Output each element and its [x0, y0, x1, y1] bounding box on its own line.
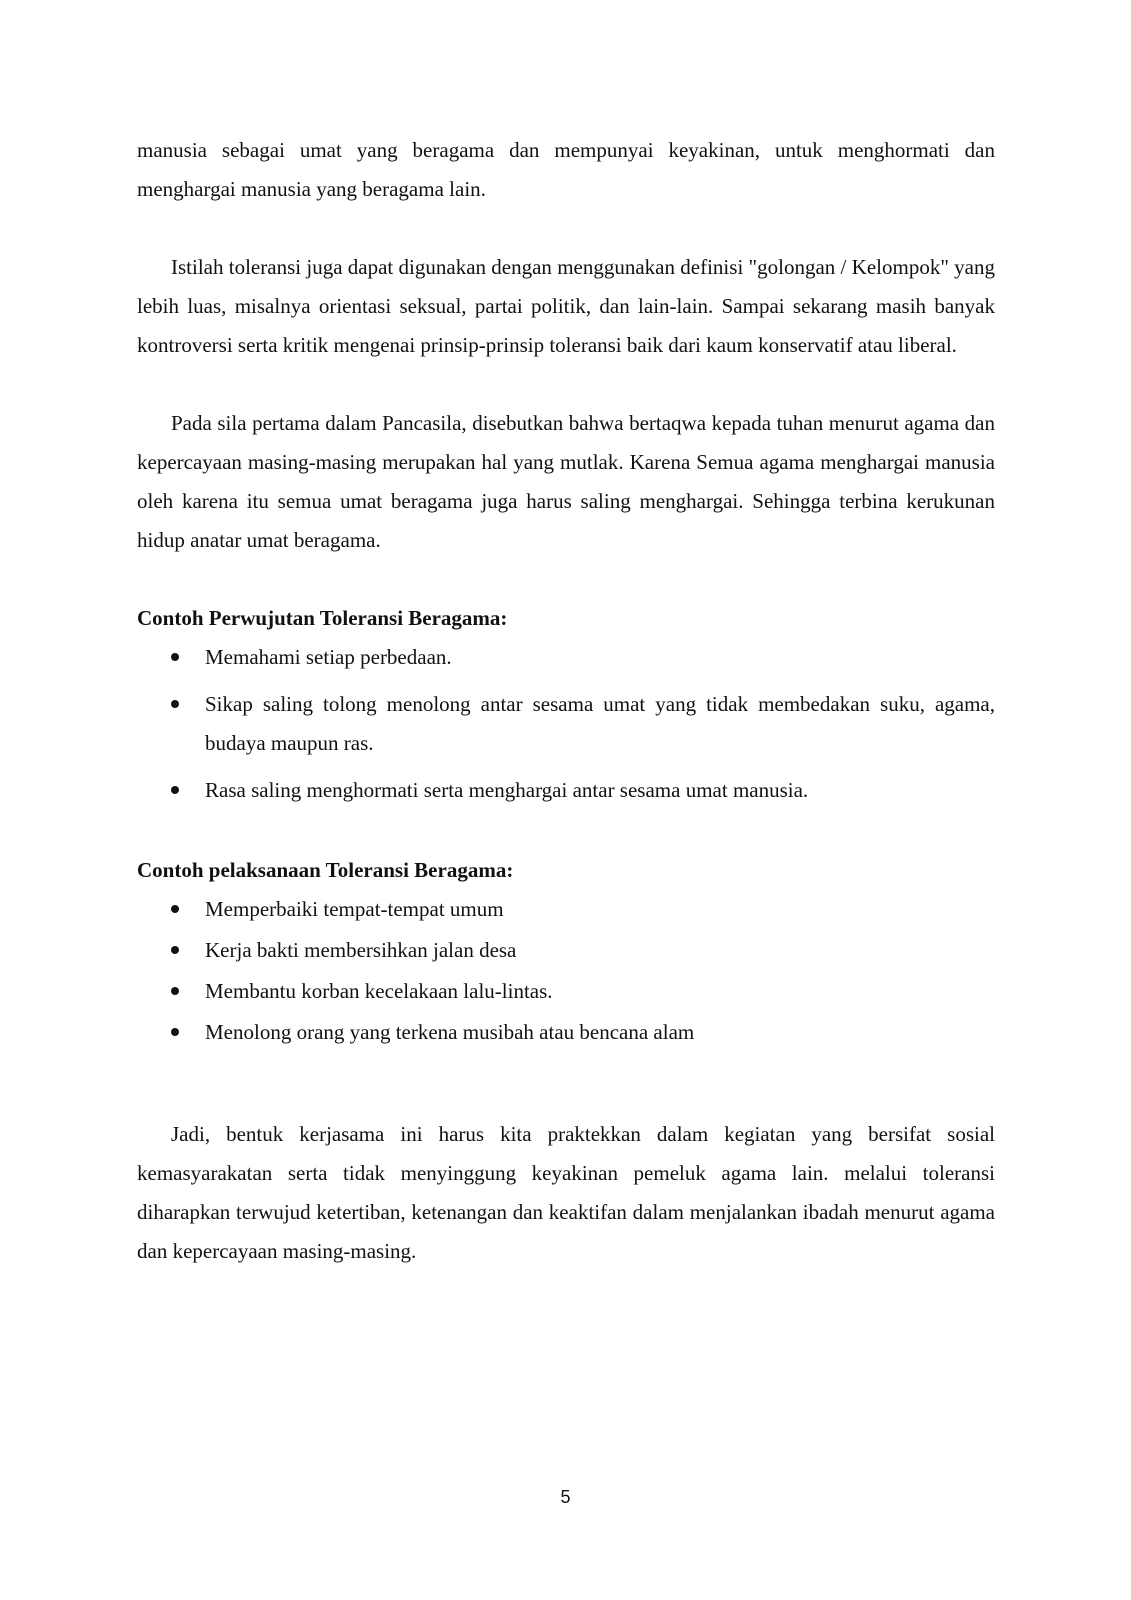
list-item-text: Memahami setiap perbedaan. [205, 645, 452, 669]
bullet-icon [171, 946, 179, 954]
list-item-text: Kerja bakti membersihkan jalan desa [205, 938, 517, 962]
list-item [137, 638, 995, 677]
list-item-text: Memperbaiki tempat-tempat umum [205, 897, 504, 921]
paragraph-kesimpulan: Jadi, bentuk kerjasama ini harus kita praktekkan dalam kegiatan yang bersifat sosial kemasyarakatan serta tidak menyinggung keyakinan pemeluk agama lain. melalui toleransi diharapkan terwujud ketertiban, ketenangan dan keaktifan dalam menjalankan ibadah menurut agama dan kepercayaan masing-masing. [137, 1122, 995, 1263]
list-item-text: Menolong orang yang terkena musibah atau bencana alam [205, 1020, 695, 1044]
bullet-icon [171, 1028, 179, 1036]
list-item [137, 890, 995, 929]
list-pelaksanaan [137, 890, 995, 1052]
bullet-icon [171, 987, 179, 995]
list-item [137, 1013, 995, 1052]
paragraph-pancasila: Pada sila pertama dalam Pancasila, disebutkan bahwa bertaqwa kepada tuhan menurut agama dan kepercayaan masing-masing merupakan hal yang mutlak. Karena Semua agama menghargai manusia oleh karena itu semua umat beragama juga harus saling menghargai. Sehingga terbina kerukunan hidup anatar umat beragama. [137, 411, 995, 552]
list-item-text: Sikap saling tolong menolong antar sesama umat yang tidak membedakan suku, agama, budaya maupun ras. [205, 692, 995, 755]
list-item-text: Rasa saling menghormati serta menghargai antar sesama umat manusia. [205, 778, 809, 802]
list-item [137, 931, 995, 970]
bullet-icon [171, 786, 179, 794]
list-perwujutan [137, 638, 995, 810]
list-item [137, 771, 995, 810]
list-item-text: Membantu korban kecelakaan lalu-lintas. [205, 979, 553, 1003]
page-content [137, 131, 995, 1271]
paragraph-toleransi-definisi: Istilah toleransi juga dapat digunakan dengan menggunakan definisi "golongan / Kelompok" yang lebih luas, misalnya orientasi seksual, partai politik, dan lain-lain. Sampai sekarang masih banyak kontroversi serta kritik mengenai prinsip-prinsip toleransi baik dari kaum konservatif atau liberal. [137, 255, 995, 357]
paragraph-intro-continuation: manusia sebagai umat yang beragama dan mempunyai keyakinan, untuk menghormati dan menghargai manusia yang beragama lain. [137, 138, 995, 201]
list-item [137, 972, 995, 1011]
bullet-icon [171, 700, 179, 708]
section-heading-perwujutan: Contoh Perwujutan Toleransi Beragama: [137, 606, 508, 630]
list-item [137, 685, 995, 763]
bullet-icon [171, 905, 179, 913]
page-number: 5 [560, 1487, 571, 1507]
bullet-icon [171, 653, 179, 661]
section-heading-pelaksanaan: Contoh pelaksanaan Toleransi Beragama: [137, 858, 514, 882]
